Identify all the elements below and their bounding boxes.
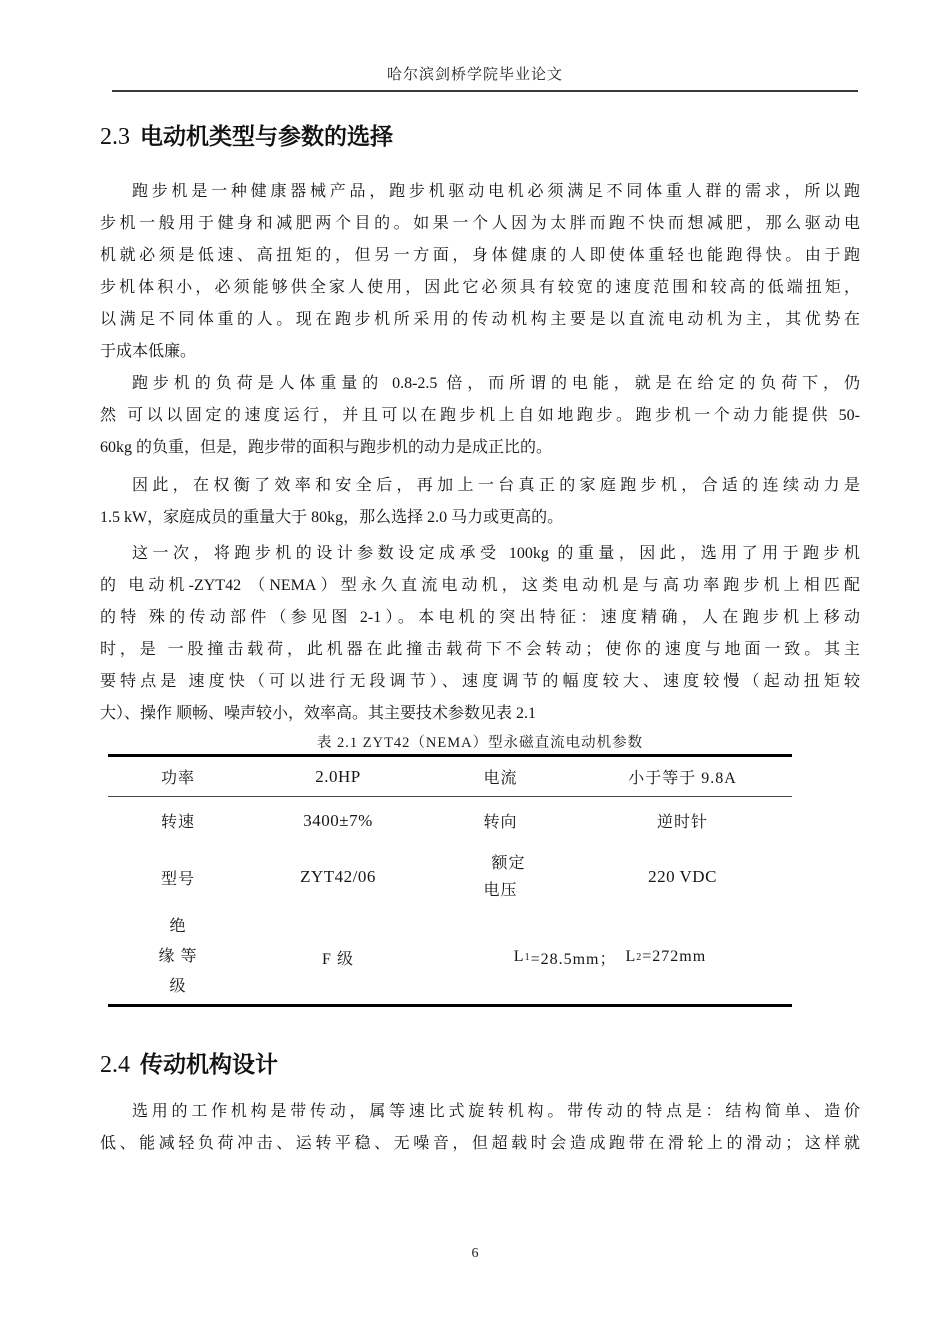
table-cell-rated-voltage-value: 220 VDC xyxy=(648,867,717,886)
text-line: 的特 殊的传动部件（参见图 2-1）。本电机的突出特征：速度精确，人在跑步机上移动 xyxy=(100,609,860,626)
table-cell-current-value: 小于等于 9.8A xyxy=(573,757,792,797)
dim-l2-symbol: L xyxy=(625,948,637,965)
table-caption: 表 2.1 ZYT42（NEMA）型永磁直流电动机参数 xyxy=(316,735,644,751)
text-line: 时，是 一股撞击载荷，此机器在此撞击载荷下不会转动；使你的速度与地面一致。其主 xyxy=(100,641,860,658)
text-line: 这一次，将跑步机的设计参数设定成承受 100kg 的重量，因此，选用了用于跑步机 xyxy=(132,545,860,562)
text-line: 机就必须是低速、高扭矩的，但另一方面，身体健康的人即使体重轻也能跑得快。由于跑 xyxy=(100,247,860,264)
text-line: 大）、操作 顺畅、噪声较小，效率高。其主要技术参数见表 2.1 xyxy=(100,705,537,722)
dim-l1-subscript: 1 xyxy=(524,951,531,963)
motor-parameters-table xyxy=(108,754,792,1007)
section-2-4-title: 传动机构设计 xyxy=(140,1051,278,1077)
table-cell-power-label: 功率 xyxy=(108,757,248,797)
paragraph-4 xyxy=(100,538,860,730)
insulation-label-line2: 缘 等 xyxy=(158,948,198,965)
table-cell-model-value: ZYT42/06 xyxy=(300,867,376,886)
text-line: 因此，在权衡了效率和安全后，再加上一台真正的家庭跑步机，合适的连续动力是 xyxy=(132,477,860,494)
text-line: 要特点是 速度快（可以进行无段调节）、速度调节的幅度较大、速度较慢（起动扭矩较 xyxy=(100,673,860,690)
text-line: 以满足不同体重的人。现在跑步机所采用的传动机构主要是以直流电动机为主，其优势在 xyxy=(100,311,860,328)
text-line: 60kg 的负重，但是，跑步带的面积与跑步机的动力是成正比的。 xyxy=(100,439,553,456)
text-line: 低、能减轻负荷冲击、运转平稳、无噪音，但超载时会造成跑带在滑轮上的滑动；这样就 xyxy=(100,1135,860,1152)
table-cell-dimensions-value xyxy=(428,910,792,1004)
page-content xyxy=(100,0,860,1344)
table-cell-insulation-label xyxy=(108,910,248,1004)
paragraph-1 xyxy=(100,176,860,368)
text-line: 跑步机的负荷是人体重量的 0.8-2.5 倍，而所谓的电能，就是在给定的负荷下，仍 xyxy=(132,375,860,392)
table-cell-rated-voltage-label xyxy=(428,844,573,910)
rated-voltage-label-line1: 额定 xyxy=(491,855,526,872)
table-cell-power-value: 2.0HP xyxy=(248,757,428,797)
dim-l1-value: =28.5mm； xyxy=(530,950,617,968)
paragraph-3 xyxy=(100,470,860,534)
insulation-label-line1: 绝 xyxy=(169,918,187,935)
table-cell-rotation-value: 逆时针 xyxy=(656,814,708,831)
section-2-4-number: 2.4 xyxy=(100,1052,130,1078)
table-cell-speed-value: 3400±7% xyxy=(303,810,373,830)
paragraph-5 xyxy=(100,1096,860,1160)
text-line: 的 电动机-ZYT42 （NEMA）型永久直流电动机，这类电动机是与高功率跑步机上相匹配 xyxy=(100,577,860,594)
page-number: 6 xyxy=(471,1246,479,1261)
text-line: 跑步机是一种健康器械产品，跑步机驱动电机必须满足不同体重人群的需求，所以跑 xyxy=(132,183,860,200)
paragraph-2 xyxy=(100,368,860,464)
text-line: 1.5 kW，家庭成员的重量大于 80kg，那么选择 2.0 马力或更高的。 xyxy=(100,509,564,526)
section-2-3-title: 电动机类型与参数的选择 xyxy=(140,123,393,149)
table-cell-current-label: 电流 xyxy=(428,757,573,797)
dim-l2-subscript: 2 xyxy=(636,951,643,963)
text-line: 选用的工作机构是带传动，属等速比式旋转机构。带传动的特点是：结构简单、造价 xyxy=(132,1103,860,1120)
text-line: 步机体积小，必须能够供全家人使用，因此它必须具有较宽的速度范围和较高的低端扭矩， xyxy=(100,279,860,296)
section-2-3-heading xyxy=(100,118,860,154)
table-cell-speed-label: 转速 xyxy=(160,814,195,831)
section-2-3-number: 2.3 xyxy=(100,124,130,150)
text-line: 步机一般用于健身和减肥两个目的。如果一个人因为太胖而跑不快而想减肥，那么驱动电 xyxy=(100,215,860,232)
dim-l1-symbol: L xyxy=(513,948,525,965)
section-2-4-heading xyxy=(100,1046,860,1082)
dim-l2-value: =272mm xyxy=(642,948,707,965)
text-line: 然 可以以固定的速度运行，并且可以在跑步机上自如地跑步。跑步机一个动力能提供 50- xyxy=(100,407,860,424)
insulation-label-line3: 级 xyxy=(169,978,187,995)
rated-voltage-label-line2: 电压 xyxy=(483,882,518,899)
running-header: 哈尔滨剑桥学院毕业论文 xyxy=(386,67,563,83)
table-cell-rotation-label: 转向 xyxy=(483,814,518,831)
text-line: 于成本低廉。 xyxy=(100,343,197,360)
table-cell-model-label: 型号 xyxy=(160,870,195,888)
table-cell-insulation-value: F 级 xyxy=(322,950,354,968)
